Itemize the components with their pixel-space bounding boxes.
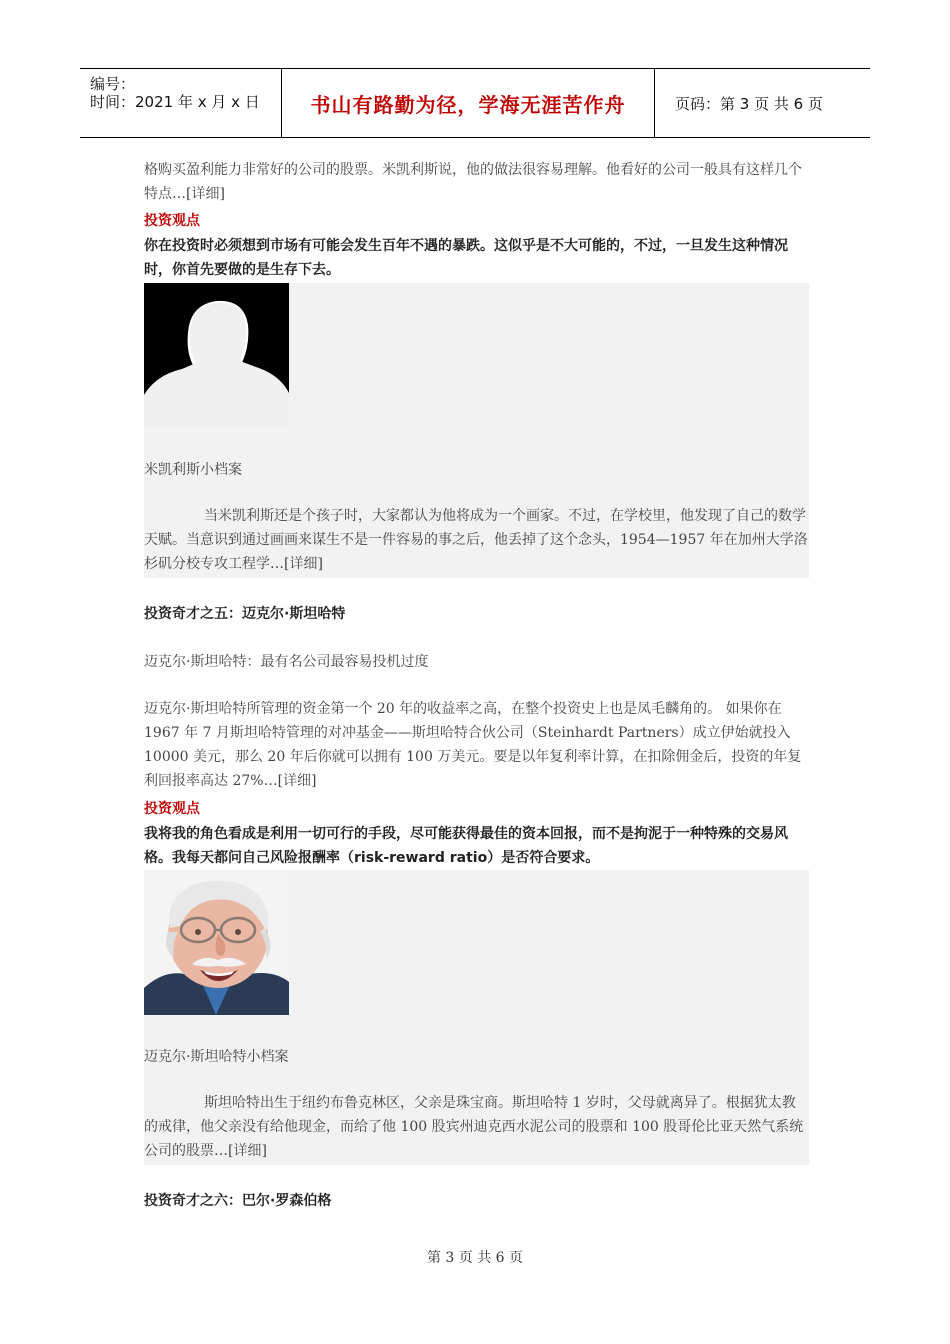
view-heading-1: 投资观点 [144, 213, 200, 229]
profile-title-1: 米凯利斯小档案 [144, 462, 242, 478]
page-header [80, 68, 870, 138]
silhouette-photo [144, 283, 289, 428]
section-heading-6: 投资奇才之六：巴尔·罗森伯格 [144, 1193, 332, 1209]
section-heading-5: 投资奇才之五：迈克尔·斯坦哈特 [144, 606, 346, 622]
view-text-1: 你在投资时必须想到市场有可能会发生百年不遇的暴跌。这似乎是不大可能的，不过，一旦发生这种情况时，你首先要做的是生存下去。 [144, 238, 788, 278]
intro-paragraph: 格购买盈利能力非常好的公司的股票。米凯利斯说，他的做法很容易理解。他看好的公司一般具有这样几个特点…[详细] [144, 162, 802, 202]
header-number: 编号： [90, 75, 136, 93]
profile-box-michaelis [144, 283, 809, 578]
profile-body-2: 斯坦哈特出生于纽约布鲁克林区，父亲是珠宝商。斯坦哈特 1 岁时，父母就离异了。根据犹太教的戒律，他父亲没有给他现金，而给了他 100 股宾州迪克西水泥公司的股票和 100 股哥伦比亚天然气系统公司的股票…[详细] [144, 1095, 804, 1159]
profile-box-steinhardt [144, 870, 809, 1165]
section-text-5: 迈克尔·斯坦哈特所管理的资金第一个 20 年的收益率之高，在整个投资史上也是凤毛麟角的。 如果你在 1967 年 7 月斯坦哈特管理的对冲基金——斯坦哈特合伙公司（Steinhardt Partners）成立伊始就投入 10000 美元，那么 20 年后你就可以拥有 100 万美元。要是以年复利率计算，在扣除佣金后，投资的年复利回报率高达 27%…[详细] [144, 701, 802, 789]
header-page [665, 69, 870, 137]
header-page-label: 页码：第 3 页 共 6 页 [675, 94, 823, 113]
view-heading-2: 投资观点 [144, 801, 200, 817]
header-motto: 书山有路勤为径，学海无涯苦作舟 [282, 69, 655, 137]
header-time: 时间：2021 年 x 月 x 日 [90, 93, 260, 111]
view-text-2: 我将我的角色看成是利用一切可行的手段，尽可能获得最佳的资本回报，而不是拘泥于一种特殊的交易风格。我每天都问自己风险报酬率（risk-reward ratio）是否符合要求。 [144, 826, 788, 866]
page-footer: 第 3 页 共 6 页 [426, 1250, 524, 1266]
profile-body-1: 当米凯利斯还是个孩子时，大家都认为他将成为一个画家。不过，在学校里，他发现了自己的数学天赋。当意识到通过画画来谋生不是一件容易的事之后，他丢掉了这个念头，1954—1957 年在加州大学洛杉矶分校专攻工程学…[详细] [144, 508, 808, 572]
profile-title-2: 迈克尔·斯坦哈特小档案 [144, 1049, 289, 1065]
portrait-photo [144, 870, 289, 1015]
section-subtitle-5: 迈克尔·斯坦哈特：最有名公司最容易投机过度 [144, 654, 429, 670]
header-meta [80, 69, 282, 137]
